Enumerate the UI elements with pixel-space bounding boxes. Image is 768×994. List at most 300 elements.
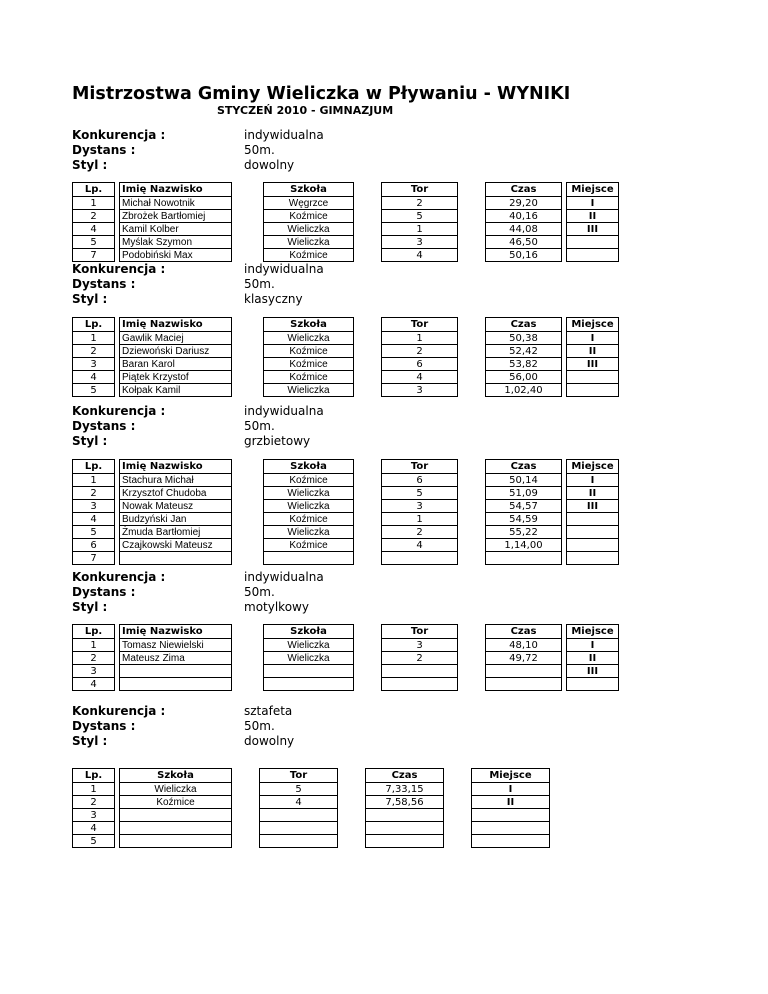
spacer <box>458 552 486 565</box>
table-row <box>73 197 619 210</box>
spacer <box>444 796 472 809</box>
cell-lp: 3 <box>73 809 115 822</box>
header-time: Czas <box>486 625 562 639</box>
header-name: Imię Nazwisko <box>120 183 232 197</box>
results-section <box>72 404 712 564</box>
header-lp: Lp. <box>73 183 115 197</box>
spacer <box>354 474 382 487</box>
dystans-value: 50m. <box>244 719 275 733</box>
results-table <box>72 317 619 397</box>
cell-time: 54,59 <box>486 513 562 526</box>
spacer <box>354 487 382 500</box>
cell-place: II <box>567 210 619 223</box>
cell-lp: 2 <box>73 210 115 223</box>
dystans-label: Dystans : <box>72 419 136 433</box>
cell-time: 1,02,40 <box>486 384 562 397</box>
dystans-label: Dystans : <box>72 277 136 291</box>
spacer <box>444 769 472 783</box>
cell-lane: 5 <box>260 783 338 796</box>
konkurencja-value: sztafeta <box>244 704 293 718</box>
table-row <box>73 223 619 236</box>
cell-name: Kołpak Kamil <box>120 384 232 397</box>
cell-lp: 4 <box>73 371 115 384</box>
cell-lp: 5 <box>73 835 115 848</box>
spacer <box>354 500 382 513</box>
spacer <box>232 783 260 796</box>
table-row <box>73 371 619 384</box>
cell-school: Koźmice <box>264 371 354 384</box>
cell-place: II <box>567 345 619 358</box>
cell-school: Wieliczka <box>264 223 354 236</box>
cell-lane: 5 <box>382 487 458 500</box>
cell-time: 52,42 <box>486 345 562 358</box>
cell-lp: 3 <box>73 358 115 371</box>
spacer <box>458 210 486 223</box>
spacer <box>338 783 366 796</box>
styl-label: Styl : <box>72 600 108 614</box>
cell-lane <box>382 678 458 691</box>
table-header-row <box>73 460 619 474</box>
cell-lp: 4 <box>73 513 115 526</box>
dystans-value: 50m. <box>244 277 275 291</box>
spacer <box>458 487 486 500</box>
spacer <box>458 500 486 513</box>
cell-lane: 3 <box>382 384 458 397</box>
cell-lane: 2 <box>382 197 458 210</box>
cell-name: Dziewoński Dariusz <box>120 345 232 358</box>
spacer <box>232 332 264 345</box>
spacer <box>338 822 366 835</box>
cell-name: Gawlik Maciej <box>120 332 232 345</box>
cell-school: Koźmice <box>264 210 354 223</box>
cell-name <box>120 665 232 678</box>
cell-place: I <box>567 474 619 487</box>
styl-value: dowolny <box>244 158 295 172</box>
header-lane: Tor <box>260 769 338 783</box>
cell-lane: 5 <box>382 210 458 223</box>
spacer <box>232 358 264 371</box>
spacer <box>232 474 264 487</box>
cell-time: 51,09 <box>486 487 562 500</box>
section-meta <box>72 128 712 178</box>
styl-value: motylkowy <box>244 600 309 614</box>
spacer <box>354 236 382 249</box>
spacer <box>354 371 382 384</box>
header-time: Czas <box>486 183 562 197</box>
cell-school: Koźmice <box>264 513 354 526</box>
cell-time: 48,10 <box>486 639 562 652</box>
cell-school: Wieliczka <box>264 332 354 345</box>
cell-lane: 6 <box>382 474 458 487</box>
spacer <box>458 358 486 371</box>
cell-place: I <box>567 639 619 652</box>
table-row <box>73 822 550 835</box>
table-row <box>73 358 619 371</box>
spacer <box>354 652 382 665</box>
spacer <box>338 769 366 783</box>
spacer <box>232 210 264 223</box>
cell-name: Czajkowski Mateusz <box>120 539 232 552</box>
cell-name: Krzysztof Chudoba <box>120 487 232 500</box>
table-row <box>73 539 619 552</box>
header-school: Szkoła <box>264 183 354 197</box>
cell-place <box>567 236 619 249</box>
cell-school: Koźmice <box>264 358 354 371</box>
header-name: Imię Nazwisko <box>120 318 232 332</box>
cell-school <box>264 678 354 691</box>
spacer <box>458 332 486 345</box>
table-row <box>73 500 619 513</box>
cell-name: Zbrożek Bartłomiej <box>120 210 232 223</box>
cell-lp: 1 <box>73 332 115 345</box>
cell-lp: 2 <box>73 487 115 500</box>
cell-school: Koźmice <box>264 345 354 358</box>
konkurencja-label: Konkurencja : <box>72 704 166 718</box>
cell-place <box>472 809 550 822</box>
spacer <box>444 835 472 848</box>
cell-school: Wieliczka <box>264 236 354 249</box>
cell-time: 50,16 <box>486 249 562 262</box>
cell-lane: 4 <box>382 371 458 384</box>
cell-time <box>366 809 444 822</box>
spacer <box>458 625 486 639</box>
cell-place <box>567 678 619 691</box>
header-place: Miejsce <box>472 769 550 783</box>
cell-time: 55,22 <box>486 526 562 539</box>
cell-lp: 1 <box>73 197 115 210</box>
cell-lp: 1 <box>73 783 115 796</box>
cell-lane <box>382 552 458 565</box>
cell-place: II <box>567 652 619 665</box>
spacer <box>458 665 486 678</box>
header-place: Miejsce <box>567 183 619 197</box>
cell-lane: 3 <box>382 236 458 249</box>
cell-time: 50,14 <box>486 474 562 487</box>
cell-lp: 4 <box>73 678 115 691</box>
konkurencja-value: indywidualna <box>244 570 324 584</box>
cell-time <box>486 665 562 678</box>
cell-school: Wieliczka <box>264 500 354 513</box>
cell-name: Baran Karol <box>120 358 232 371</box>
header-place: Miejsce <box>567 460 619 474</box>
spacer <box>232 384 264 397</box>
spacer <box>338 835 366 848</box>
header-lp: Lp. <box>73 460 115 474</box>
spacer <box>458 197 486 210</box>
cell-time: 50,38 <box>486 332 562 345</box>
table-row <box>73 665 619 678</box>
section-meta <box>72 404 712 454</box>
header-place: Miejsce <box>567 625 619 639</box>
styl-value: dowolny <box>244 734 295 748</box>
table-row <box>73 796 550 809</box>
dystans-value: 50m. <box>244 419 275 433</box>
table-row <box>73 474 619 487</box>
spacer <box>232 822 260 835</box>
cell-lane: 4 <box>382 249 458 262</box>
spacer <box>354 223 382 236</box>
spacer <box>458 384 486 397</box>
spacer <box>232 835 260 848</box>
cell-lane: 3 <box>382 500 458 513</box>
header-lp: Lp. <box>73 318 115 332</box>
cell-school <box>264 665 354 678</box>
spacer <box>232 526 264 539</box>
spacer <box>232 796 260 809</box>
cell-place: III <box>567 358 619 371</box>
cell-place <box>472 822 550 835</box>
spacer <box>232 197 264 210</box>
cell-time: 29,20 <box>486 197 562 210</box>
spacer <box>232 318 264 332</box>
cell-name: Piątek Krzystof <box>120 371 232 384</box>
cell-place: II <box>567 487 619 500</box>
cell-school: Wieliczka <box>264 652 354 665</box>
spacer <box>232 769 260 783</box>
results-table <box>72 624 619 691</box>
results-section <box>72 262 712 396</box>
cell-place: III <box>567 223 619 236</box>
cell-lane: 2 <box>382 345 458 358</box>
spacer <box>458 236 486 249</box>
cell-time: 7,58,56 <box>366 796 444 809</box>
spacer <box>354 384 382 397</box>
spacer <box>458 318 486 332</box>
header-lane: Tor <box>382 460 458 474</box>
cell-time: 7,33,15 <box>366 783 444 796</box>
cell-lane: 1 <box>382 332 458 345</box>
cell-time <box>486 678 562 691</box>
header-school: Szkoła <box>120 769 232 783</box>
styl-label: Styl : <box>72 434 108 448</box>
spacer <box>354 318 382 332</box>
cell-school <box>264 552 354 565</box>
spacer <box>354 460 382 474</box>
header-lp: Lp. <box>73 625 115 639</box>
cell-time: 1,14,00 <box>486 539 562 552</box>
cell-school <box>120 835 232 848</box>
spacer <box>444 809 472 822</box>
header-lane: Tor <box>382 625 458 639</box>
cell-lane: 1 <box>382 223 458 236</box>
cell-school <box>120 809 232 822</box>
cell-place: I <box>567 197 619 210</box>
spacer <box>232 223 264 236</box>
cell-lp: 3 <box>73 500 115 513</box>
cell-time: 56,00 <box>486 371 562 384</box>
dystans-label: Dystans : <box>72 143 136 157</box>
cell-time <box>366 835 444 848</box>
spacer <box>232 500 264 513</box>
table-row <box>73 809 550 822</box>
styl-label: Styl : <box>72 734 108 748</box>
cell-lane <box>382 665 458 678</box>
table-row <box>73 487 619 500</box>
spacer <box>354 639 382 652</box>
table-row <box>73 552 619 565</box>
spacer <box>458 678 486 691</box>
header-lp: Lp. <box>73 769 115 783</box>
cell-name <box>120 678 232 691</box>
table-row <box>73 210 619 223</box>
cell-lane <box>260 809 338 822</box>
cell-lane <box>260 835 338 848</box>
konkurencja-value: indywidualna <box>244 262 324 276</box>
spacer <box>232 552 264 565</box>
konkurencja-value: indywidualna <box>244 404 324 418</box>
table-row <box>73 236 619 249</box>
results-table <box>72 459 619 565</box>
spacer <box>232 539 264 552</box>
cell-lane: 4 <box>382 539 458 552</box>
relay-table <box>72 768 550 848</box>
konkurencja-value: indywidualna <box>244 128 324 142</box>
header-lane: Tor <box>382 318 458 332</box>
header-time: Czas <box>486 318 562 332</box>
spacer <box>354 625 382 639</box>
cell-name: Żmuda Bartłomiej <box>120 526 232 539</box>
cell-lp: 7 <box>73 249 115 262</box>
header-name: Imię Nazwisko <box>120 460 232 474</box>
cell-name: Mateusz Zima <box>120 652 232 665</box>
spacer <box>458 223 486 236</box>
section-meta <box>72 262 712 312</box>
cell-school: Koźmice <box>264 474 354 487</box>
cell-place <box>567 513 619 526</box>
cell-lane: 6 <box>382 358 458 371</box>
spacer <box>458 526 486 539</box>
spacer <box>232 236 264 249</box>
spacer <box>354 358 382 371</box>
cell-time <box>366 822 444 835</box>
spacer <box>354 665 382 678</box>
konkurencja-label: Konkurencja : <box>72 262 166 276</box>
konkurencja-label: Konkurencja : <box>72 570 166 584</box>
spacer <box>232 652 264 665</box>
cell-place <box>567 384 619 397</box>
cell-time: 54,57 <box>486 500 562 513</box>
results-table <box>72 182 619 262</box>
cell-name: Kamil Kolber <box>120 223 232 236</box>
table-header-row <box>73 318 619 332</box>
dystans-value: 50m. <box>244 143 275 157</box>
page-title: Mistrzostwa Gminy Wieliczka w Pływaniu - WYNIKI <box>72 84 571 104</box>
spacer <box>338 796 366 809</box>
spacer <box>458 345 486 358</box>
cell-lp: 6 <box>73 539 115 552</box>
spacer <box>232 460 264 474</box>
relay-section <box>72 704 712 847</box>
cell-school: Koźmice <box>264 249 354 262</box>
spacer <box>232 678 264 691</box>
table-row <box>73 384 619 397</box>
cell-school: Wieliczka <box>120 783 232 796</box>
cell-school: Wieliczka <box>264 384 354 397</box>
cell-lane: 4 <box>260 796 338 809</box>
spacer <box>232 487 264 500</box>
cell-lp: 5 <box>73 384 115 397</box>
konkurencja-label: Konkurencja : <box>72 404 166 418</box>
table-row <box>73 835 550 848</box>
spacer <box>354 552 382 565</box>
cell-school: Węgrzce <box>264 197 354 210</box>
spacer <box>338 809 366 822</box>
cell-time: 44,08 <box>486 223 562 236</box>
spacer <box>458 652 486 665</box>
spacer <box>354 332 382 345</box>
cell-name: Tomasz Niewielski <box>120 639 232 652</box>
spacer <box>444 822 472 835</box>
dystans-label: Dystans : <box>72 585 136 599</box>
cell-place: II <box>472 796 550 809</box>
cell-lp: 5 <box>73 236 115 249</box>
cell-name <box>120 552 232 565</box>
cell-school: Koźmice <box>120 796 232 809</box>
spacer <box>458 539 486 552</box>
cell-school <box>120 822 232 835</box>
cell-time: 53,82 <box>486 358 562 371</box>
table-row <box>73 652 619 665</box>
table-row <box>73 678 619 691</box>
spacer <box>458 460 486 474</box>
cell-time: 46,50 <box>486 236 562 249</box>
header-lane: Tor <box>382 183 458 197</box>
header-time: Czas <box>486 460 562 474</box>
spacer <box>354 197 382 210</box>
cell-place <box>567 249 619 262</box>
spacer <box>458 513 486 526</box>
spacer <box>354 678 382 691</box>
cell-place <box>472 835 550 848</box>
cell-lp: 1 <box>73 639 115 652</box>
styl-value: grzbietowy <box>244 434 311 448</box>
results-section <box>72 128 712 261</box>
spacer <box>232 371 264 384</box>
cell-lp: 2 <box>73 796 115 809</box>
cell-lane: 2 <box>382 526 458 539</box>
cell-lp: 7 <box>73 552 115 565</box>
spacer <box>458 371 486 384</box>
cell-lp: 1 <box>73 474 115 487</box>
styl-label: Styl : <box>72 158 108 172</box>
results-section <box>72 570 712 690</box>
table-row <box>73 345 619 358</box>
spacer <box>354 513 382 526</box>
section-meta <box>72 704 712 754</box>
cell-time: 49,72 <box>486 652 562 665</box>
dystans-label: Dystans : <box>72 719 136 733</box>
header-school: Szkoła <box>264 460 354 474</box>
cell-lp: 2 <box>73 652 115 665</box>
spacer <box>232 625 264 639</box>
spacer <box>232 249 264 262</box>
spacer <box>458 249 486 262</box>
cell-place: III <box>567 500 619 513</box>
section-meta <box>72 570 712 620</box>
spacer <box>232 513 264 526</box>
cell-place: I <box>567 332 619 345</box>
cell-name: Myślak Szymon <box>120 236 232 249</box>
cell-place <box>567 371 619 384</box>
page-subtitle: STYCZEŃ 2010 - GIMNAZJUM <box>217 104 394 117</box>
cell-name: Podobiński Max <box>120 249 232 262</box>
styl-value: klasyczny <box>244 292 303 306</box>
cell-lp: 4 <box>73 822 115 835</box>
table-row <box>73 332 619 345</box>
header-name: Imię Nazwisko <box>120 625 232 639</box>
cell-time: 40,16 <box>486 210 562 223</box>
cell-place <box>567 552 619 565</box>
